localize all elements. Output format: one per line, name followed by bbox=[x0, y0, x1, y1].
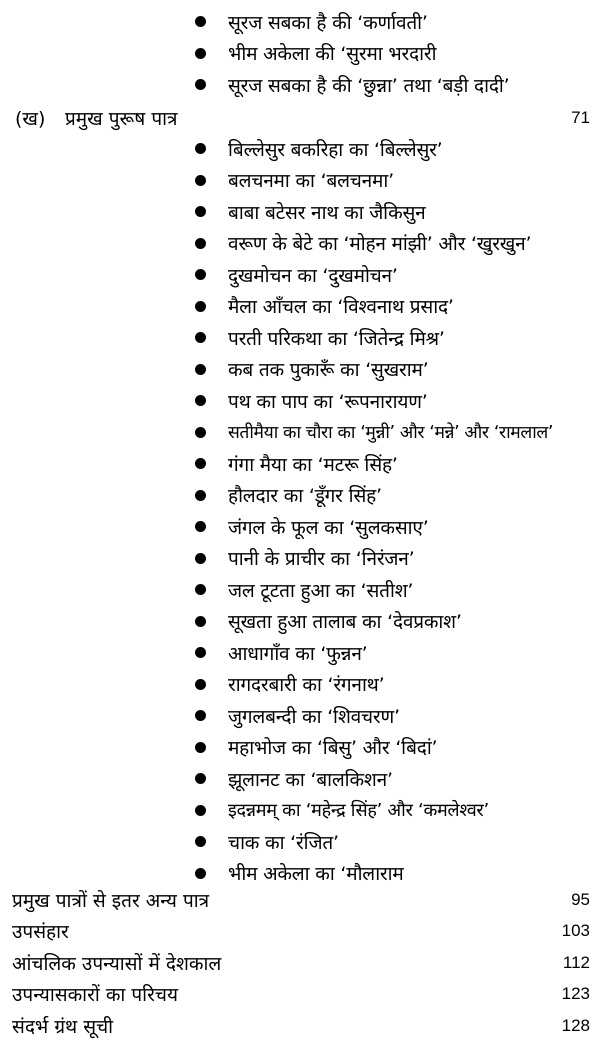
toc-entry-page: 103 bbox=[561, 921, 590, 941]
list-item bbox=[0, 6, 600, 38]
bullet-icon bbox=[195, 616, 206, 627]
list-item bbox=[0, 259, 600, 291]
list-item-text: महाभोज का ‘बिसु’ और ‘बिदां’ bbox=[228, 737, 438, 760]
bullet-icon bbox=[195, 332, 206, 343]
toc-entry-title: उपन्यासकारों का परिचय bbox=[12, 984, 178, 1007]
list-item-text: जुगलबन्दी का ‘शिवचरण’ bbox=[228, 705, 400, 728]
list-item-text: वरूण के बेटे का ‘मोहन मांझी’ और ‘खुरखुन’ bbox=[228, 233, 532, 256]
list-item-text: चाक का ‘रंजित’ bbox=[228, 831, 339, 854]
toc-entry-title: संदर्भ ग्रंथ सूची bbox=[12, 1015, 114, 1038]
list-item-text: बलचनमा का ‘बलचनमा’ bbox=[228, 170, 394, 193]
list-item-text: मैला आँचल का ‘विश्वनाथ प्रसाद’ bbox=[228, 296, 454, 319]
list-item bbox=[0, 38, 600, 70]
bullet-icon bbox=[195, 301, 206, 312]
toc-entry bbox=[0, 884, 600, 916]
list-item-text: सूरज सबका है की ‘कर्णावती’ bbox=[228, 11, 428, 34]
list-item-text: पथ का पाप का ‘रूपनारायण’ bbox=[228, 390, 428, 413]
toc-entry-title: आंचलिक उपन्यासों में देशकाल bbox=[12, 952, 222, 975]
bullet-icon bbox=[195, 206, 206, 217]
bullet-icon bbox=[195, 679, 206, 690]
bullet-icon bbox=[195, 16, 206, 27]
list-item bbox=[0, 448, 600, 480]
bullet-icon bbox=[195, 364, 206, 375]
bullet-icon bbox=[195, 773, 206, 784]
list-item bbox=[0, 700, 600, 732]
list-item bbox=[0, 480, 600, 512]
list-item bbox=[0, 354, 600, 386]
list-item-text: कब तक पुकारूँ का ‘सुखराम’ bbox=[228, 359, 429, 382]
list-item-text: झूलानट का ‘बालकिशन’ bbox=[228, 768, 393, 791]
list-item-text: इदन्नमम् का ‘महेन्द्र सिंह’ और ‘कमलेश्वर’ bbox=[228, 800, 489, 822]
list-item bbox=[0, 228, 600, 260]
bullet-icon bbox=[195, 836, 206, 847]
table-of-contents bbox=[0, 884, 600, 1042]
list-item-text: दुखमोचन का ‘दुखमोचन’ bbox=[228, 264, 398, 287]
list-item-text: पानी के प्राचीर का ‘निरंजन’ bbox=[228, 548, 415, 571]
list-item bbox=[0, 69, 600, 101]
list-item bbox=[0, 606, 600, 638]
bullet-icon bbox=[195, 143, 206, 154]
toc-entry-title: उपसंहार bbox=[12, 921, 69, 944]
list-item bbox=[0, 637, 600, 669]
list-item bbox=[0, 763, 600, 795]
list-item bbox=[0, 133, 600, 165]
bullet-icon bbox=[195, 805, 206, 816]
bullet-icon bbox=[195, 238, 206, 249]
list-item bbox=[0, 385, 600, 417]
list-item bbox=[0, 543, 600, 575]
toc-entry-title: प्रमुख पात्रों से इतर अन्य पात्र bbox=[12, 889, 210, 912]
list-item bbox=[0, 165, 600, 197]
section-heading bbox=[0, 102, 600, 134]
section-page-number: 71 bbox=[571, 108, 590, 127]
toc-entry-page: 128 bbox=[561, 1015, 590, 1035]
bullet-icon bbox=[195, 742, 206, 753]
list-item-text: परती परिकथा का ‘जितेन्द्र मिश्र’ bbox=[228, 327, 445, 350]
list-item bbox=[0, 196, 600, 228]
toc-entry-page: 95 bbox=[571, 889, 590, 909]
bullet-icon bbox=[195, 710, 206, 721]
list-item bbox=[0, 511, 600, 543]
bullet-icon bbox=[195, 175, 206, 186]
list-item bbox=[0, 795, 600, 827]
female-characters-list-continued bbox=[0, 6, 600, 101]
list-item bbox=[0, 322, 600, 354]
list-item-text: जंगल के फूल का ‘सुलकसाए’ bbox=[228, 516, 429, 539]
list-item bbox=[0, 291, 600, 323]
bullet-icon bbox=[195, 395, 206, 406]
list-item-text: सूरज सबका है की ‘छुन्ना’ तथा ‘बड़ी दादी’ bbox=[228, 74, 510, 97]
list-item-text: भीम अकेला का ‘मौलाराम bbox=[228, 863, 404, 886]
bullet-icon bbox=[195, 48, 206, 59]
bullet-icon bbox=[195, 647, 206, 658]
list-item bbox=[0, 826, 600, 858]
toc-entry-page: 112 bbox=[562, 952, 590, 972]
bullet-icon bbox=[195, 553, 206, 564]
list-item-text: गंगा मैया का ‘मटरू सिंह’ bbox=[228, 453, 398, 476]
bullet-icon bbox=[195, 79, 206, 90]
list-item-text: हौलदार का ‘डूँगर सिंह’ bbox=[228, 485, 382, 508]
toc-entry bbox=[0, 916, 600, 948]
male-characters-list bbox=[0, 133, 600, 889]
bullet-icon bbox=[195, 427, 206, 438]
list-item-text: आधागाँव का ‘फुन्नन’ bbox=[228, 642, 368, 665]
list-item bbox=[0, 574, 600, 606]
list-item-text: रागदरबारी का ‘रंगनाथ’ bbox=[228, 674, 385, 697]
list-item-text: बिल्लेसुर बकरिहा का ‘बिल्लेसुर’ bbox=[228, 138, 443, 161]
section-title: प्रमुख पुरूष पात्र bbox=[65, 108, 178, 130]
list-item-text: सूखता हुआ तालाब का ‘देवप्रकाश’ bbox=[228, 611, 462, 634]
list-item bbox=[0, 669, 600, 701]
bullet-icon bbox=[195, 490, 206, 501]
bullet-icon bbox=[195, 458, 206, 469]
toc-entry bbox=[0, 1010, 600, 1042]
list-item bbox=[0, 417, 600, 449]
list-item-text: जल टूटता हुआ का ‘सतीश’ bbox=[228, 579, 414, 602]
bullet-icon bbox=[195, 521, 206, 532]
list-item-text: सतीमैया का चौरा का ‘मुन्नी’ और ‘मन्ने’ और ‘रामलाल’ bbox=[228, 423, 553, 444]
toc-entry-page: 123 bbox=[561, 984, 590, 1004]
bullet-icon bbox=[195, 868, 206, 879]
toc-entry bbox=[0, 979, 600, 1011]
toc-entry bbox=[0, 947, 600, 979]
list-item-text: बाबा बटेसर नाथ का जैकिसुन bbox=[228, 201, 426, 224]
bullet-icon bbox=[195, 269, 206, 280]
section-marker: (ख) bbox=[15, 108, 46, 130]
list-item bbox=[0, 732, 600, 764]
bullet-icon bbox=[195, 584, 206, 595]
list-item-text: भीम अकेला की ‘सुरमा भरदारी bbox=[228, 43, 437, 66]
